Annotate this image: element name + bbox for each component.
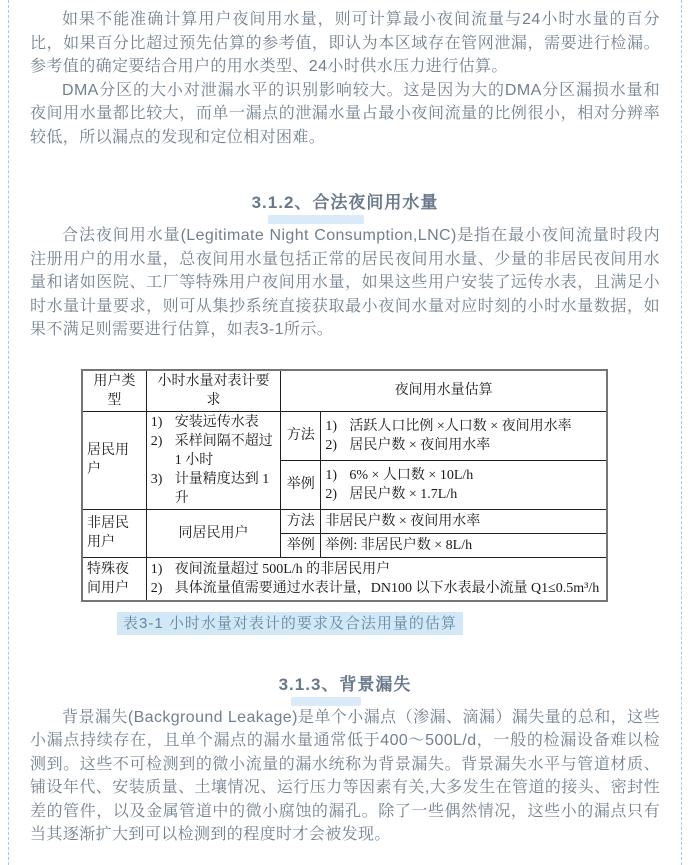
table-row [82,557,607,601]
heading-highlight-bar [268,215,364,224]
paragraph-percentage-method: 如果不能准确计算用户夜间用水量，则可计算最小夜间流量与24小时水量的百分比，如果百分比超过预先估算的参考值，即认为本区域存在管网泄漏，需要进行检漏。参考值的确定要结合用户的用水类型、24小时供水压力进行估算。 [30,11,660,75]
header-night-estimation: 夜间用水量估算 [281,370,607,412]
cell-nonresident-method: 非居民户数 × 夜间用水率 [321,509,607,533]
paragraph-background-leakage: 背景漏失(Background Leakage)是单个小漏点（渗漏、滴漏）漏失量的总和，这些小漏点持续存在，且单个漏点的漏水量通常低于400～500L/d，一般的检漏设备难以检测到。这些不可检测到的微小流量的漏水统称为背景漏失。背景漏失水平与管道材质、铺设年代、安装质量、土壤情况、运行压力等因素有关,大多发生在管道的接头、密封性差的管件，以及金属管道中的微小腐蚀的漏孔。除了一些偶然情况，这些小的漏点只有当其逐渐扩大到可以检测到的程度时才会被发现。 [30,708,660,843]
cell-nonresident-requirement: 同居民用户 [146,509,281,557]
cell-method-label: 方法 [281,509,321,533]
night-consumption-table [81,369,608,602]
table-row [82,411,607,460]
method-item: 1) 活跃人口比例 ×人口数 × 夜间用水率 [325,418,572,434]
method-item: 2) 居民户数 × 夜间用水率 [325,437,491,453]
cell-user-type-special: 特殊夜间用户 [82,557,146,601]
example-item: 2) 居民户数 × 1.7L/h [325,486,458,502]
requirement-item: 2) 采样间隔不超过 1 小时 [150,433,273,468]
cell-resident-requirements [146,411,281,509]
cell-method-label: 方法 [281,411,321,460]
cell-user-type-resident: 居民用户 [82,411,146,509]
section-heading-3-1-3: 3.1.3、背景漏失 [278,674,412,694]
paragraph-lnc-definition: 合法夜间用水量(Legitimate Night Consumption,LNC)是指在最小夜间流量时段内注册用户的用水量，总夜间用水量包括正常的居民夜间用水量、少量的非居民夜间用水量和诸如医院、工厂等特殊用户夜间用水量，如果这些用户安装了远传水表，且满足小时水量计量要求，则可从集抄系统直接获取最小夜间水量对应时刻的小时水量数据，如果不满足则需要进行估算，如表3-1所示。 [30,227,660,338]
requirement-item: 3) 计量精度达到 1 升 [150,471,270,506]
requirement-item: 1) 安装远传水表 [150,414,259,430]
table-row [82,509,607,533]
table-header-row [82,370,607,412]
cell-resident-method [321,411,607,460]
paragraph-dma-size-impact: DMA分区的大小对泄漏水平的识别影响较大。这是因为大的DMA分区漏损水量和夜间用水量都比较大，而单一漏点的泄漏水量占最小夜间流量的比例很小，相对分辨率较低，所以漏点的发现和定位相对困难。 [30,81,660,146]
table-caption-row [117,612,660,635]
section-heading-3-1-2: 3.1.2、合法夜间用水量 [251,193,439,212]
cell-example-label: 举例 [281,460,321,509]
cell-example-label: 举例 [281,533,321,557]
cell-special-details [146,557,607,601]
special-item: 2) 具体流量值需要通过水表计量，DN100 以下水表最小流量 Q1≤0.5m³/h [150,580,600,596]
special-item: 1) 夜间流量超过 500L/h 的非居民用户 [150,561,391,577]
example-item: 1) 6% × 人口数 × 10L/h [325,467,474,483]
table-caption: 表3-1 小时水量对表计的要求及合法用量的估算 [117,612,463,635]
header-meter-requirement: 小时水量对表计要求 [146,370,281,412]
heading-highlight-bar [291,697,361,706]
header-user-type: 用户类型 [82,370,146,412]
cell-nonresident-example: 举例: 非居民户数 × 8L/h [321,533,607,557]
page-frame [8,0,682,865]
cell-resident-example [321,460,607,509]
cell-user-type-nonresident: 非居民用户 [82,509,146,557]
